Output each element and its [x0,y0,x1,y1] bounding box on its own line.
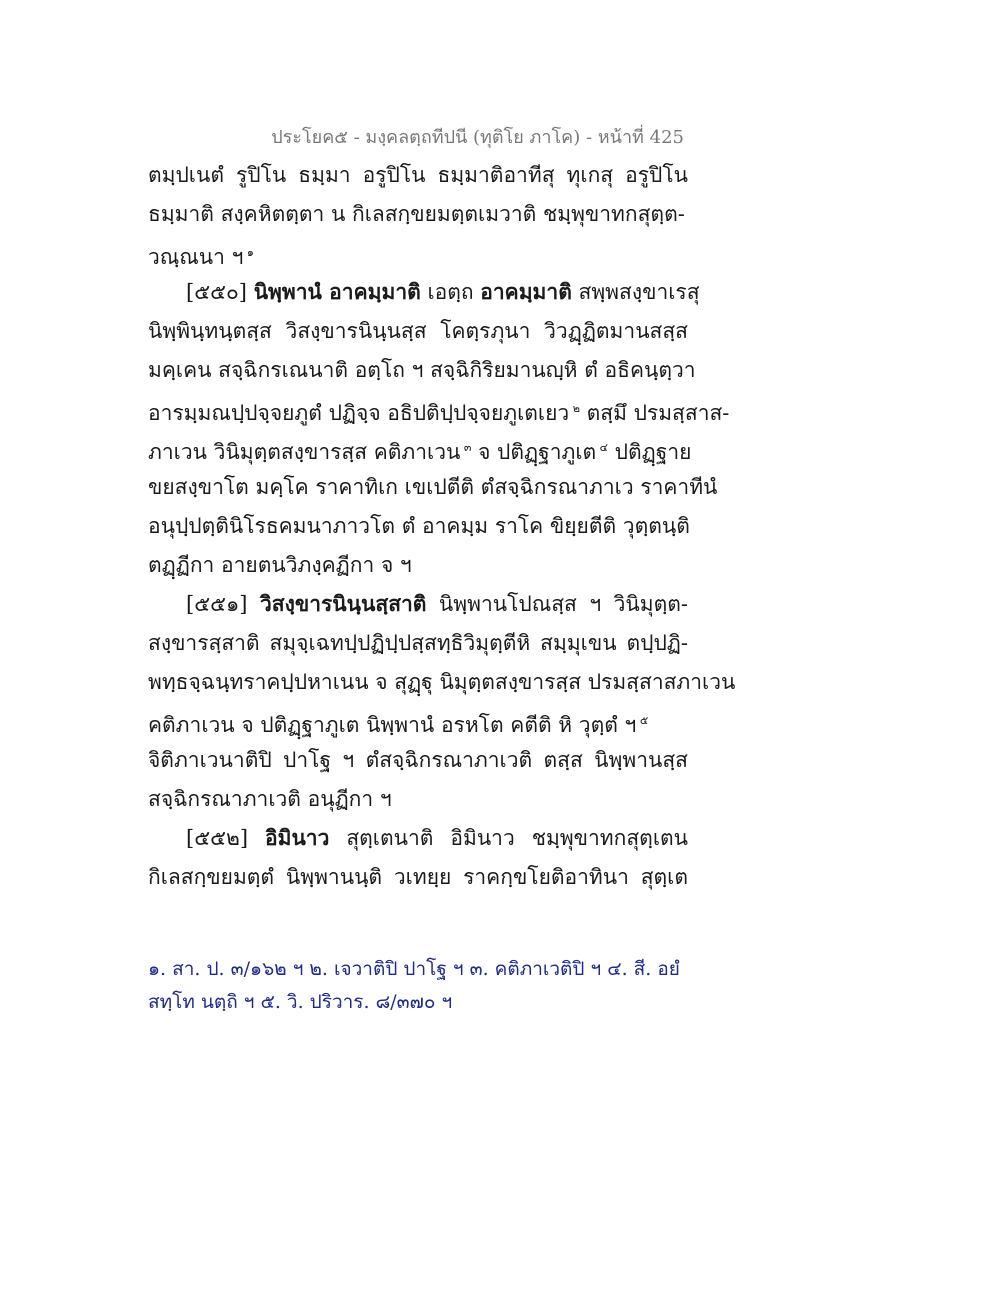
text-run: ตมฺปเนตํ รูปิโน ธมฺมา อรูปิโน ธมฺมาติอาทีสุ ทุเกสุ อรูปิโน [148,163,688,187]
text-run: ขยสงฺขาโต มคฺโค ราคาทิเก เขเปตีติ ตํสจฺฉิกรณาภาเว ราคาทีนํ [148,475,718,499]
body-text [148,160,736,901]
body-line [148,589,688,628]
text-run: จ ปติฏฺฐาภูเต [471,440,597,464]
text-run: คติภาเวน จ ปติฏฺฐาภูเต นิพฺพานํ อรหโต คตีติ หิ วุตฺตํ ฯ [148,713,637,737]
footnote-ref: ๒ [569,402,580,415]
body-line [148,394,730,433]
body-line [148,862,688,901]
text-run: เอตฺถ [420,280,481,304]
body-line [148,745,688,784]
body-line [148,472,718,511]
paragraph-number: [๕๕๑] [186,592,248,616]
text-run: ปติฏฺฐาย [607,440,692,464]
body-line [148,823,688,862]
body-line [148,355,696,394]
paragraph-number: [๕๕๒] [186,826,249,850]
bold-term: นิพฺพานํ อาคมฺมาติ [253,279,421,304]
body-line [148,667,736,706]
text-run: วณฺณนา ฯ [148,245,244,269]
text-run: ตฏฺฏีกา อายตนวิภงฺคฏีกา จ ฯ [148,553,412,577]
text-run: สุตฺเตนาติ อิมินาว ชมฺพุขาทกสุตฺเตน [329,826,688,850]
body-line [148,238,688,277]
body-line [148,511,688,550]
page-header: ประโยค๕ - มงฺคลตฺถทีปนี (ทุติโย ภาโค) - หน้าที่ 425 [271,127,684,148]
bold-term: อาคมฺมาติ [480,279,572,304]
text-run: สจฺฉิกรณาภาเวติ อนุฏีกา ฯ [148,787,392,811]
text-run: กิเลสกฺขยมตฺตํ นิพฺพานนฺติ วเทยฺย ราคกฺขโยติอาทินา สุตฺเต [148,865,688,889]
footnote-ref: ๑ [243,246,254,259]
text-run: มคฺเคน สจฺฉิกรเณนาติ อตฺโถ ฯ สจฺฉิกิริยมานญฺหิ ตํ อธิคนฺตฺวา [148,358,696,382]
body-line [148,316,688,355]
text-run: ธมฺมาติ สงฺคหิตตฺตา น กิเลสกฺขยมตฺตเมวาติ ชมฺพุขาทกสุตฺต- [148,202,685,226]
text-run: ตสฺมึ ปรมสฺสาส- [579,401,730,425]
text-run: สงฺขารสฺสาติ สมุจฺเฉทปฺปฏิปฺปสฺสทฺธิวิมุตฺตีหิ สมฺมุเขน ตปฺปฏิ- [148,631,688,655]
footnote-ref: ๕ [636,714,649,727]
footnote-ref: ๔ [596,441,608,454]
body-line [148,160,688,199]
body-line [148,784,688,823]
footnote-ref: ๓ [460,441,472,454]
text-run: สพฺพสงฺขาเรสุ [571,280,700,304]
text-run: จิติภาเวนาติปิ ปาโฐ ฯ ตํสจฺฉิกรณาภาเวติ ตสฺส นิพฺพานสฺส [148,748,688,772]
body-line [148,706,688,745]
footnote-line: สทฺโท นตฺถิ ฯ ๕. วิ. ปริวาร. ๘/๓๗๐ ฯ [148,991,453,1013]
text-run: พทฺธจฺฉนฺทราคปฺปหาเนน จ สุฏฺฐุ นิมุตฺตสงฺขารสฺส ปรมสฺสาสภาเวน [148,670,736,694]
footnotes [148,955,680,1021]
body-line [148,199,688,238]
text-run: นิพฺพานโปณสฺส ฯ วินิมุตฺต- [426,592,688,616]
body-line [148,277,700,316]
body-line [148,433,692,472]
body-line [148,628,688,667]
text-run: ภาเวน วินิมุตฺตสงฺขารสฺส คติภาเวน [148,440,461,464]
body-line [148,550,688,589]
text-run: อนุปฺปตฺตินิโรธคมนาภาวโต ตํ อาคมฺม ราโค ขิยฺยตีติ วุตฺตนฺติ [148,514,690,538]
text-run: นิพฺพินฺทนฺตสฺส วิสงฺขารนินฺนสฺส โคตฺรภุนา วิวฏฺฏิตมานสสฺส [148,319,688,343]
footnote-line: ๑. สา. ป. ๓/๑๖๒ ฯ ๒. เจวาติปิ ปาโฐ ฯ ๓. คติภาเวติปิ ฯ ๔. สี. อยํ [148,958,680,980]
text-run: อารมฺมณปฺปจฺจยภูตํ ปฏิจฺจ อธิปติปฺปจฺจยภูเตเยว [148,401,570,425]
paragraph-number: [๕๕๐] [186,280,247,304]
bold-term: อิมินาว [264,825,330,850]
bold-term: วิสงฺขารนินฺนสฺสาติ [260,591,427,616]
